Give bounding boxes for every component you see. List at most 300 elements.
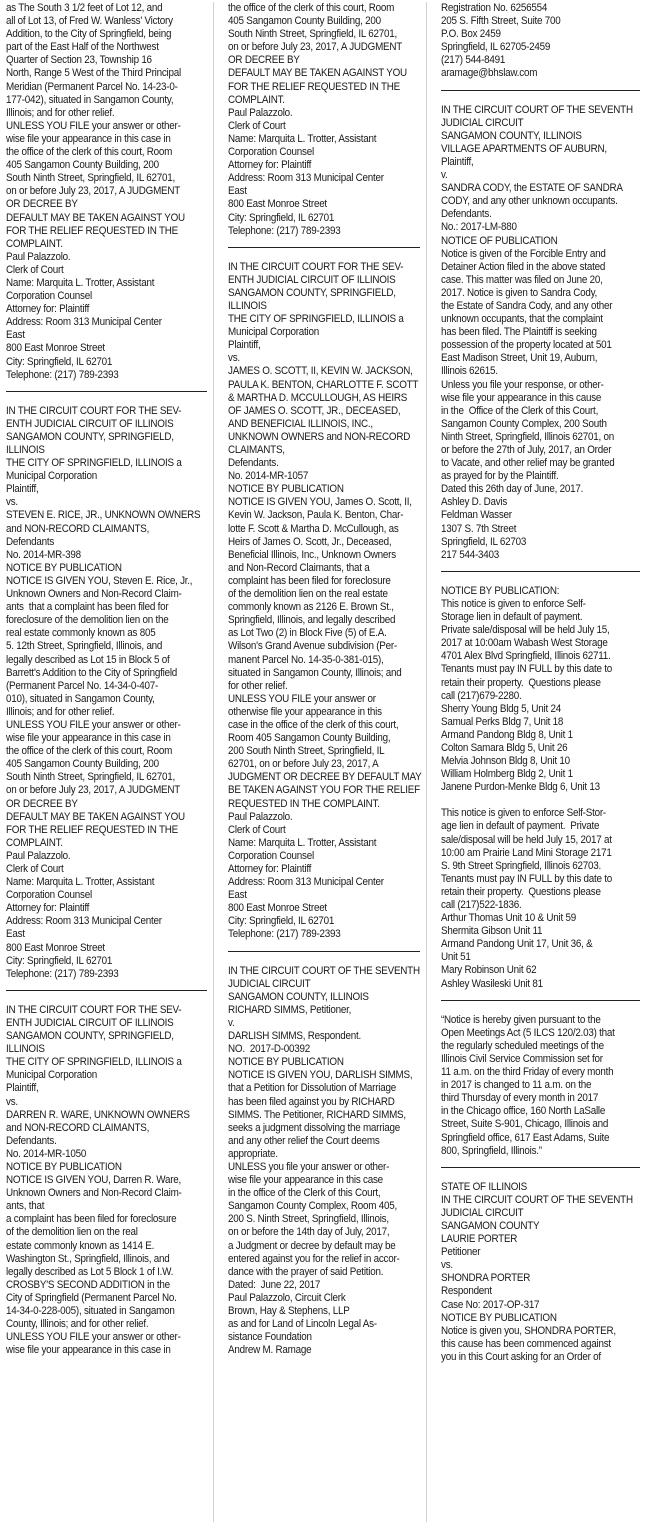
notice-line: Addition, to the City of Springfield, being	[6, 28, 172, 41]
notice-divider	[228, 247, 420, 248]
notice-line: VILLAGE APARTMENTS OF AUBURN,	[441, 142, 607, 155]
notice-line: the office of the clerk of this court, Room	[6, 745, 173, 758]
notice-line: Ashley Wasileski Unit 81	[441, 977, 543, 990]
notice-line: 217 544-3403	[441, 548, 500, 561]
notice-line: vs.	[6, 496, 18, 509]
notice-line: Samual Perks Bldg 7, Unit 18	[441, 715, 564, 728]
notice-line: age lien in default of payment. Private	[441, 820, 600, 833]
notice-line: as prayed for by the Plaintiff.	[441, 470, 559, 483]
column-2	[213, 2, 426, 1522]
notice-line: UNLESS YOU FILE your answer or other-	[6, 718, 181, 731]
notice-line: Paul Palazzolo.	[228, 106, 293, 119]
notice-line: a Judgment or decree by default may be	[228, 1239, 396, 1252]
notice-line: STATE OF ILLINOIS	[441, 1180, 528, 1193]
notice-line: Plaintiff,	[6, 483, 39, 496]
notice-line: ENTH JUDICIAL CIRCUIT OF ILLINOIS	[6, 417, 174, 430]
notice-line: Unknown Owners and Non-Record Claim-	[6, 1187, 182, 1200]
notice-line: Melvia Johnson Bldg 8, Unit 10	[441, 755, 570, 768]
notice-line: dance with the prayer of said Petition.	[228, 1265, 384, 1278]
newspaper-page	[0, 2, 646, 1524]
notice-line: Name: Marquita L. Trotter, Assistant	[228, 836, 377, 849]
notice-line: as The South 3 1/2 feet of Lot 12, and	[6, 2, 163, 14]
notice-line: Tenants must pay IN FULL by this date to	[441, 872, 613, 885]
notice-line: third Thursday of every month in 2017	[441, 1092, 599, 1105]
notice-line: Attorney for: Plaintiff	[6, 303, 90, 316]
notice-line: 1307 S. 7th Street	[441, 522, 517, 535]
notice-line: Shermita Gibson Unit 11	[441, 925, 543, 938]
notice-line: of the demolition lien on the real estate	[228, 588, 388, 601]
notice-line: retain their property. Questions please	[441, 676, 601, 689]
notice-line: 14-34-0-228-005), situated in Sangamon	[6, 1305, 175, 1317]
notice-line: 800 East Monroe Street	[6, 941, 105, 954]
notice-line: Corporation Counsel	[228, 849, 314, 862]
notice-line: Tenants must pay IN FULL by this date to	[441, 663, 613, 676]
notice-line: Address: Room 313 Municipal Center	[6, 915, 162, 928]
notice-line: and any other relief the Court deems	[228, 1134, 380, 1147]
notice-line: North, Range 5 West of the Third Principal	[6, 67, 181, 80]
notice-line: No. 2014-MR-1050	[6, 1147, 87, 1160]
legal-notice	[6, 405, 206, 981]
notice-line: this cause has been commenced against	[441, 1337, 611, 1350]
notice-line: 800 East Monroe Street	[228, 902, 327, 915]
notice-line: NOTICE OF PUBLICATION	[441, 234, 558, 247]
notice-line: Ninth Street, Springfield, Illinois 62701, on	[441, 430, 615, 443]
notice-line: Heirs of James O. Scott, Jr., Deceased,	[228, 535, 392, 548]
notice-line: Name: Marquita L. Trotter, Assistant	[6, 876, 155, 889]
notice-line: Attorney for: Plaintiff	[228, 159, 312, 172]
notice-divider	[228, 951, 420, 952]
notice-line: Sangamon County Complex, Room 405,	[228, 1200, 397, 1213]
notice-line: JAMES O. SCOTT, II, KEVIN W. JACKSON,	[228, 365, 413, 378]
notice-line: SANGAMON COUNTY, SPRINGFIELD,	[228, 286, 396, 299]
notice-line: wise file your appearance in this case in	[6, 132, 171, 145]
notice-line: commonly known as 2126 E. Brown St.,	[228, 601, 394, 614]
notice-line: Sherry Young Bldg 5, Unit 24	[441, 702, 562, 715]
notice-line: Arthur Thomas Unit 10 & Unit 59	[441, 912, 576, 925]
legal-notice	[441, 1014, 639, 1158]
notice-line: in 2017 is changed to 11 a.m. on the	[441, 1079, 592, 1092]
notice-line: Plaintiff,	[441, 155, 474, 168]
notice-line: DEFAULT MAY BE TAKEN AGAINST YOU	[6, 211, 185, 224]
notice-line: ants, that	[6, 1200, 45, 1213]
notice-line: real estate commonly known as 805	[6, 627, 156, 640]
notice-line: Defendants.	[228, 457, 279, 470]
notice-line: 177-042), situated in Sangamon County,	[6, 93, 174, 106]
notice-line: No. 2014-MR-1057	[228, 470, 309, 483]
notice-line: South Ninth Street, Springfield, IL 62701,	[6, 771, 175, 784]
notice-line: wise file your appearance in this case in	[6, 732, 171, 745]
notice-line: 2017. Notice is given to Sandra Cody,	[441, 286, 598, 299]
notice-line: COMPLAINT.	[6, 836, 63, 849]
notice-line: Plaintiff,	[228, 339, 261, 352]
notice-line: 5. 12th Street, Springfield, Illinois, and	[6, 640, 163, 653]
notice-line: Name: Marquita L. Trotter, Assistant	[228, 132, 377, 145]
notice-line: legally described as Lot 5 Block 1 of I.W.	[6, 1265, 174, 1278]
notice-line: 205 S. Fifth Street, Suite 700	[441, 15, 561, 28]
notice-line: unknown occupants, that the complaint	[441, 313, 603, 326]
notice-line: sale/disposal will be held July 15, 2017 at	[441, 833, 612, 846]
notice-line: Telephone: (217) 789-2393	[6, 368, 119, 381]
notice-line: Feldman Wasser	[441, 509, 512, 522]
notice-line: Brown, Hay & Stephens, LLP	[228, 1305, 350, 1317]
notice-line: Wilson's Grand Avenue subdivision (Per-	[228, 640, 397, 653]
notice-line: Registration No. 6256554	[441, 2, 548, 14]
notice-line: complaint has been filed for foreclosure	[228, 574, 391, 587]
notice-line: in the Office of the Clerk of this Court,	[441, 404, 599, 417]
notice-line: Armand Pandong Bldg 8, Unit 1	[441, 728, 573, 741]
notice-line: or before the 27th of July, 2017, an Order	[441, 444, 612, 456]
notice-line: you in this Court asking for an Order of	[441, 1350, 601, 1363]
notice-line: Attorney for: Plaintiff	[228, 863, 312, 875]
notice-line: SANGAMON COUNTY, ILLINOIS	[441, 129, 582, 142]
notice-line: JUDICIAL CIRCUIT	[441, 116, 524, 129]
notice-line: Private sale/disposal will be held July 15,	[441, 624, 610, 637]
notice-line: Washington St., Springfield, Illinois, and	[6, 1252, 170, 1265]
notice-line: City: Springfield, IL 62701	[6, 355, 113, 368]
notice-line: THE CITY OF SPRINGFIELD, ILLINOIS a	[6, 1056, 182, 1069]
notice-line: Telephone: (217) 789-2393	[6, 967, 119, 980]
notice-line: Dated: June 22, 2017	[228, 1278, 321, 1291]
notice-line: ILLINOIS	[228, 299, 267, 312]
notice-line: 11 a.m. on the third Friday of every month	[441, 1066, 614, 1079]
notice-line: Clerk of Court	[6, 263, 64, 276]
notice-line: LAURIE PORTER	[441, 1233, 518, 1246]
notice-line: 010), situated in Sangamon County,	[6, 692, 155, 705]
notice-line: SHONDRA PORTER	[441, 1272, 531, 1285]
notice-line: Open Meetings Act (5 ILCS 120/2.03) that	[441, 1026, 615, 1039]
notice-line: case. This matter was filed on June 20,	[441, 273, 603, 286]
notice-line: Unless you file your response, or other-	[441, 378, 604, 391]
notice-line: Mary Robinson Unit 62	[441, 964, 537, 977]
notice-line: possession of the property located at 501	[441, 339, 612, 352]
notice-line: sistance Foundation	[228, 1331, 312, 1344]
notice-line: Dated this 26th day of June, 2017.	[441, 483, 584, 496]
legal-notice	[441, 585, 639, 991]
notice-line: OR DECREE BY	[228, 54, 300, 67]
notice-line: Ashley D. Davis	[441, 496, 508, 509]
notice-line: Municipal Corporation	[6, 470, 97, 483]
notice-line: Notice is given of the Forcible Entry and	[441, 247, 606, 260]
notice-line: Defendants.	[441, 208, 492, 221]
notice-line: City of Springfield (Permanent Parcel No.	[6, 1291, 177, 1304]
notice-line: Corporation Counsel	[6, 290, 92, 303]
notice-line: City: Springfield, IL 62701	[6, 954, 113, 967]
notice-divider	[441, 1167, 640, 1168]
notice-line: PAULA K. BENTON, CHARLOTTE F. SCOTT	[228, 378, 419, 391]
notice-line: SANDRA CODY, the ESTATE OF SANDRA	[441, 182, 623, 195]
notice-line: and NON-RECORD CLAIMANTS,	[6, 522, 150, 535]
notice-line: Illinois Civil Service Commission set for	[441, 1052, 603, 1065]
notice-line: has been filed. The Plaintiff is seeking	[441, 326, 597, 339]
notice-line: Paul Palazzolo.	[6, 849, 71, 862]
notice-line: NOTICE IS GIVEN YOU, Steven E. Rice, Jr.,	[6, 574, 193, 587]
notice-line: 4701 Alex Blvd Springfield, Illinois 62711.	[441, 650, 611, 663]
notice-line: Illinois; and for other relief.	[6, 705, 115, 718]
notice-line: NOTICE IS GIVEN YOU, James O. Scott, II,	[228, 496, 412, 509]
notice-line: South Ninth Street, Springfield, IL 62701,	[6, 172, 175, 185]
notice-line: 200 S. Ninth Street, Springfield, Illinois,	[228, 1213, 389, 1226]
notice-line: all of Lot 13, of Fred W. Wanless' Victory	[6, 15, 173, 28]
notice-line: NOTICE BY PUBLICATION	[228, 1056, 344, 1069]
notice-line: IN THE CIRCUIT COURT FOR THE SEV-	[6, 1003, 182, 1016]
notice-line: legally described as Lot 15 in Block 5 of	[6, 653, 170, 666]
notice-line: Springfield office, 617 East Adams, Suite	[441, 1131, 610, 1144]
notice-line: UNLESS YOU FILE your answer or	[228, 692, 376, 705]
legal-notice	[228, 965, 419, 1358]
legal-notice	[441, 1181, 639, 1364]
notice-line: SANGAMON COUNTY, SPRINGFIELD,	[6, 430, 174, 443]
notice-line: South Ninth Street, Springfield, IL 62701,	[228, 28, 397, 41]
notice-line: 10:00 am Prairie Land Mini Storage 2171	[441, 846, 612, 859]
notice-line: IN THE CIRCUIT COURT OF THE SEVENTH	[228, 964, 420, 977]
notice-line: v.	[441, 169, 448, 182]
notice-line: on or before July 23, 2017, A JUDGMENT	[228, 41, 403, 54]
notice-line: Paul Palazzolo.	[6, 250, 71, 263]
notice-line: OF JAMES O. SCOTT, JR., DECEASED,	[228, 404, 401, 417]
notice-line: SIMMS. The Petitioner, RICHARD SIMMS,	[228, 1108, 406, 1121]
notice-line: DARREN R. WARE, UNKNOWN OWNERS	[6, 1108, 190, 1121]
notice-line: Address: Room 313 Municipal Center	[228, 172, 384, 185]
notice-line: BE TAKEN AGAINST YOU FOR THE RELIEF	[228, 784, 420, 797]
notice-line: ILLINOIS	[6, 1043, 45, 1056]
notice-line: vs.	[228, 352, 240, 365]
notice-line: UNKNOWN OWNERS and NON-RECORD	[228, 430, 411, 443]
notice-line: 200 South Ninth Street, Springfield, IL	[228, 745, 385, 758]
notice-line: and NON-RECORD CLAIMANTS,	[6, 1121, 150, 1134]
notice-line: County, Illinois; and for other relief.	[6, 1318, 149, 1331]
notice-line: THE CITY OF SPRINGFIELD, ILLINOIS a	[6, 457, 182, 470]
notice-line: DARLISH SIMMS, Respondent.	[228, 1030, 362, 1043]
notice-line: Room 405 Sangamon County Building,	[228, 732, 391, 745]
notice-line: NO. 2017-D-00392	[228, 1043, 311, 1056]
notice-divider	[441, 571, 640, 572]
notice-line: v.	[228, 1016, 235, 1029]
notice-line: OR DECREE BY	[6, 198, 78, 211]
notice-line: William Holmberg Bldg 2, Unit 1	[441, 768, 573, 781]
notice-line: a complaint has been filed for foreclosure	[6, 1213, 177, 1226]
notice-line: NOTICE BY PUBLICATION	[441, 1311, 557, 1324]
notice-line: NOTICE BY PUBLICATION	[228, 483, 344, 496]
notice-line: Municipal Corporation	[6, 1069, 97, 1082]
notice-line: as and for Land of Lincoln Legal As-	[228, 1318, 377, 1331]
notice-line: Address: Room 313 Municipal Center	[6, 316, 162, 329]
notice-line: IN THE CIRCUIT COURT OF THE SEVENTH	[441, 1193, 633, 1206]
notice-line: Street, Suite S-901, Chicago, Illinois and	[441, 1118, 609, 1131]
notice-line: seeks a judgment dissolving the marriage	[228, 1121, 400, 1134]
notice-line: that a Petition for Dissolution of Marriage	[228, 1082, 396, 1095]
legal-notice	[228, 260, 422, 942]
notice-line: ants that a complaint has been filed for	[6, 601, 169, 614]
notice-line: the Estate of Sandra Cody, and any other	[441, 299, 613, 312]
notice-line: East Madison Street, Unit 19, Auburn,	[441, 352, 598, 365]
notice-line: No.: 2017-LM-880	[441, 221, 517, 234]
notice-line: Petitioner	[441, 1246, 481, 1259]
notice-line: Meridian (Permanent Parcel No. 14-23-0-	[6, 80, 178, 93]
notice-line: Unknown Owners and Non-Record Claim-	[6, 588, 182, 601]
notice-line: Corporation Counsel	[228, 146, 314, 159]
notice-line: P.O. Box 2459	[441, 28, 501, 41]
paragraph-gap	[441, 794, 639, 807]
notice-line: vs.	[441, 1259, 453, 1272]
notice-line: as Lot Two (2) in Block Five (5) of E.A.	[228, 627, 387, 640]
notice-line: AND BENEFICIAL ILLINOIS, INC.,	[228, 417, 373, 430]
notice-line: (217) 544-8491	[441, 54, 506, 67]
notice-line: DEFAULT MAY BE TAKEN AGAINST YOU	[6, 810, 185, 823]
notice-line: NOTICE IS GIVEN YOU, Darren R. Ware,	[6, 1174, 182, 1187]
notice-line: This notice is given to enforce Self-Stor-	[441, 807, 606, 820]
notice-line: entered against you for the relief in accor-	[228, 1252, 400, 1265]
notice-line: COMPLAINT.	[228, 93, 285, 106]
notice-line: NOTICE BY PUBLICATION:	[441, 584, 560, 597]
notice-line: and Non-Record Claimants, that a	[228, 561, 370, 574]
notice-line: IN THE CIRCUIT COURT FOR THE SEV-	[6, 404, 182, 417]
notice-line: UNLESS you file your answer or other-	[228, 1160, 390, 1173]
notice-line: call (217)522-1836.	[441, 899, 522, 911]
notice-line: Respondent	[441, 1285, 492, 1298]
notice-line: lotte F. Scott & Martha D. McCullough, as	[228, 522, 399, 535]
notice-line: East	[228, 889, 247, 902]
notice-divider	[6, 391, 207, 392]
notice-line: Storage lien in default of payment.	[441, 611, 583, 624]
notice-line: Unit 51	[441, 951, 471, 964]
notice-line: Clerk of Court	[228, 119, 286, 132]
notice-line: Illinois; and for other relief.	[6, 106, 115, 119]
notice-line: to Vacate, and other relief may be granted	[441, 457, 615, 470]
notice-line: East	[6, 928, 25, 941]
notice-line: “Notice is hereby given pursuant to the	[441, 1013, 601, 1026]
notice-line: & MARTHA D. MCCULLOUGH, AS HEIRS	[228, 391, 408, 404]
notice-line: 800, Springfield, Illinois.”	[441, 1144, 542, 1157]
notice-line: wise file your appearance in this case in	[6, 1344, 171, 1357]
notice-line: Illinois 62615.	[441, 365, 498, 378]
legal-notice	[6, 1004, 206, 1358]
notice-line: Beneficial Illinois, Inc., Unknown Owners	[228, 548, 396, 561]
notice-line: 800 East Monroe Street	[228, 198, 327, 211]
notice-line: in the Chicago office, 160 North LaSalle	[441, 1105, 606, 1118]
notice-line: COMPLAINT.	[6, 237, 63, 250]
notice-line: S. 9th Street Springfield, Illinois 62703.	[441, 859, 602, 872]
notice-line: 800 East Monroe Street	[6, 342, 105, 355]
notice-line: JUDICIAL CIRCUIT	[228, 977, 311, 990]
notice-line: call (217)679-2280.	[441, 689, 522, 702]
notice-line: OR DECREE BY	[6, 797, 78, 810]
notice-line: CODY, and any other unknown occupants.	[441, 195, 618, 208]
notice-line: appropriate.	[228, 1147, 278, 1160]
notice-line: JUDGMENT OR DECREE BY DEFAULT MAY	[228, 771, 422, 784]
notice-line: Detainer Action filed in the above stated	[441, 260, 606, 273]
notice-line: has been filed against you by RICHARD	[228, 1095, 395, 1108]
notice-line: part of the East Half of the Northwest	[6, 41, 159, 54]
notice-line: 405 Sangamon County Building, 200	[6, 758, 159, 771]
notice-line: NOTICE BY PUBLICATION	[6, 1160, 122, 1173]
legal-notice	[228, 2, 419, 238]
notice-line: City: Springfield, IL 62701	[228, 211, 335, 224]
notice-line: IN THE CIRCUIT COURT OF THE SEVENTH	[441, 103, 633, 116]
notice-line: situated in Sangamon County, Illinois; and	[228, 666, 402, 679]
notice-line: aramage@bhslaw.com	[441, 67, 538, 80]
notice-line: Municipal Corporation	[228, 326, 319, 339]
notice-line: RICHARD SIMMS, Petitioner,	[228, 1003, 352, 1016]
notice-line: Janene Purdon-Menke Bldg 6, Unit 13	[441, 781, 600, 794]
notice-line: 62701, on or before July 23, 2017, A	[228, 758, 379, 771]
notice-line: 405 Sangamon County Building, 200	[6, 159, 159, 172]
notice-line: wise file your appearance in this cause	[441, 391, 602, 404]
notice-line: CROSBY'S SECOND ADDITION in the	[6, 1278, 170, 1291]
notice-line: CLAIMANTS,	[228, 444, 285, 456]
notice-line: the regularly scheduled meetings of the	[441, 1039, 604, 1052]
notice-line: Springfield, Illinois, and legally described	[228, 614, 396, 627]
notice-line: on or before July 23, 2017, A JUDGMENT	[6, 185, 181, 198]
column-3	[426, 2, 646, 1522]
notice-line: Plaintiff,	[6, 1082, 39, 1095]
notice-line: Notice is given you, SHONDRA PORTER,	[441, 1324, 616, 1337]
notice-line: the office of the clerk of this court, Room	[228, 2, 395, 14]
notice-line: FOR THE RELIEF REQUESTED IN THE	[6, 224, 178, 237]
notice-line: Sangamon County Complex, 200 South	[441, 417, 607, 430]
notice-line: Paul Palazzolo, Circuit Clerk	[228, 1291, 346, 1304]
notice-line: in the office of the Clerk of this Court,	[228, 1187, 381, 1200]
notice-line: for other relief.	[228, 679, 288, 692]
notice-line: FOR THE RELIEF REQUESTED IN THE	[6, 823, 178, 836]
notice-line: NOTICE BY PUBLICATION	[6, 561, 122, 574]
notice-line: FOR THE RELIEF REQUESTED IN THE	[228, 80, 400, 93]
notice-line: Clerk of Court	[6, 863, 64, 875]
notice-line: Attorney for: Plaintiff	[6, 902, 90, 915]
notice-line: SANGAMON COUNTY, ILLINOIS	[228, 990, 369, 1003]
notice-line: Armand Pandong Unit 17, Unit 36, &	[441, 938, 593, 951]
notice-line: ENTH JUDICIAL CIRCUIT OF ILLINOIS	[228, 273, 396, 286]
notice-line: Corporation Counsel	[6, 889, 92, 902]
notice-line: SANGAMON COUNTY, SPRINGFIELD,	[6, 1030, 174, 1043]
notice-line: (Permanent Parcel No. 14-34-0-407-	[6, 679, 158, 692]
notice-line: JUDICIAL CIRCUIT	[441, 1206, 524, 1219]
notice-line: IN THE CIRCUIT COURT FOR THE SEV-	[228, 260, 404, 273]
notice-divider	[441, 1000, 640, 1001]
notice-line: Springfield, IL 62705-2459	[441, 41, 551, 54]
notice-line: foreclosure of the demolition lien on the	[6, 614, 169, 627]
notice-line: Address: Room 313 Municipal Center	[228, 876, 384, 889]
legal-notice	[441, 104, 639, 562]
notice-line: Colton Samara Bldg 5, Unit 26	[441, 741, 568, 754]
notice-line: Clerk of Court	[228, 823, 286, 836]
notice-line: otherwise file your appearance in this	[228, 705, 382, 718]
notice-line: retain their property. Questions please	[441, 885, 601, 898]
notice-line: UNLESS YOU FILE your answer or other-	[6, 1331, 181, 1344]
notice-line: of the demolition lien on the real	[6, 1226, 138, 1239]
legal-notice	[441, 2, 639, 81]
notice-line: ILLINOIS	[6, 444, 45, 456]
notice-line: Andrew M. Ramage	[228, 1344, 312, 1357]
column-1	[0, 2, 213, 1522]
notice-line: Case No: 2017-OP-317	[441, 1298, 540, 1311]
notice-line: manent Parcel No. 14-35-0-381-015),	[228, 653, 384, 666]
notice-line: on or before the 14th day of July, 2017,	[228, 1226, 390, 1239]
notice-line: NOTICE IS GIVEN YOU, DARLISH SIMMS,	[228, 1069, 413, 1082]
notice-line: DEFAULT MAY BE TAKEN AGAINST YOU	[228, 67, 407, 80]
notice-line: City: Springfield, IL 62701	[228, 915, 335, 928]
notice-line: case in the office of the clerk of this court,	[228, 718, 399, 731]
notice-line: STEVEN E. RICE, JR., UNKNOWN OWNERS	[6, 509, 201, 522]
notice-line: Defendants	[6, 535, 55, 548]
notice-line: the office of the clerk of this court, Room	[6, 146, 173, 159]
notice-divider	[6, 990, 207, 991]
notice-line: Quarter of Section 23, Township 16	[6, 54, 152, 67]
notice-line: ENTH JUDICIAL CIRCUIT OF ILLINOIS	[6, 1016, 174, 1029]
notice-line: estate commonly known as 1414 E.	[6, 1239, 155, 1252]
notice-line: This notice is given to enforce Self-	[441, 597, 586, 610]
notice-line: 405 Sangamon County Building, 200	[228, 15, 381, 28]
notice-line: on or before July 23, 2017, A JUDGMENT	[6, 784, 181, 797]
